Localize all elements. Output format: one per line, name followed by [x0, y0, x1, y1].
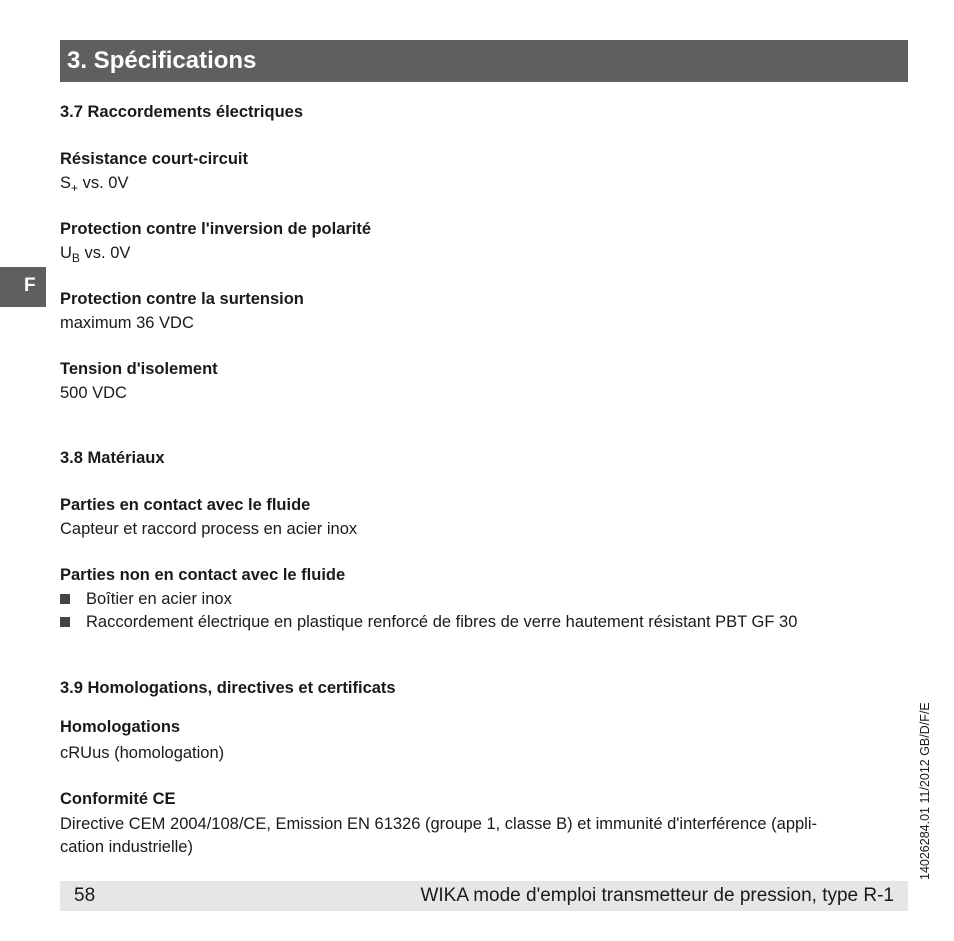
- section-heading-3-8: 3.8 Matériaux: [60, 449, 165, 467]
- bullet-square-icon: [60, 617, 70, 627]
- insulation-value: 500 VDC: [60, 384, 127, 402]
- list-item: [60, 611, 797, 633]
- value-subscript: B: [71, 251, 80, 265]
- footer-text: WIKA mode d'emploi transmetteur de pression, type R-1: [420, 885, 894, 906]
- value-subscript: +: [71, 181, 79, 195]
- wetted-parts-value: Capteur et raccord process en acier inox: [60, 520, 358, 538]
- overvoltage-value: maximum 36 VDC: [60, 314, 194, 332]
- list-item-text: Raccordement électrique en plastique renforcé de fibres de verre hautement résistant PBT GF 30: [86, 613, 798, 631]
- value-text: vs. 0V: [78, 174, 129, 192]
- overvoltage-label: Protection contre la surtension: [60, 290, 304, 308]
- list-item: [60, 588, 232, 610]
- page-number: 58: [74, 885, 96, 906]
- page-title: 3. Spécifications: [60, 40, 908, 82]
- polarity-value: [60, 242, 130, 265]
- language-tab: F: [0, 267, 46, 307]
- ce-conformity-label: Conformité CE: [60, 790, 176, 808]
- approvals-label: Homologations: [60, 718, 181, 736]
- short-circuit-label: Résistance court-circuit: [60, 150, 248, 168]
- section-heading-3-9: 3.9 Homologations, directives et certificats: [60, 679, 396, 697]
- document-code: 14026284.01 11/2012 GB/D/F/E: [918, 702, 932, 880]
- section-heading-3-7: 3.7 Raccordements électriques: [60, 103, 304, 121]
- value-text: vs. 0V: [79, 244, 131, 262]
- bullet-square-icon: [60, 594, 70, 604]
- approvals-value: cRUus (homologation): [60, 744, 225, 762]
- nonwetted-parts-label: Parties non en contact avec le fluide: [60, 566, 346, 584]
- wetted-parts-label: Parties en contact avec le fluide: [60, 496, 311, 514]
- footer: [60, 881, 908, 911]
- value-symbol: S: [60, 174, 72, 192]
- list-item-text: Boîtier en acier inox: [86, 590, 232, 608]
- insulation-label: Tension d'isolement: [60, 360, 218, 378]
- ce-conformity-line-1: Directive CEM 2004/108/CE, Emission EN 61326 (groupe 1, classe B) et immunité d'interférence (appli-: [60, 815, 817, 833]
- ce-conformity-line-2: cation industrielle): [60, 838, 193, 856]
- short-circuit-value: [60, 172, 128, 195]
- value-symbol: U: [60, 244, 72, 262]
- polarity-label: Protection contre l'inversion de polarité: [60, 220, 372, 238]
